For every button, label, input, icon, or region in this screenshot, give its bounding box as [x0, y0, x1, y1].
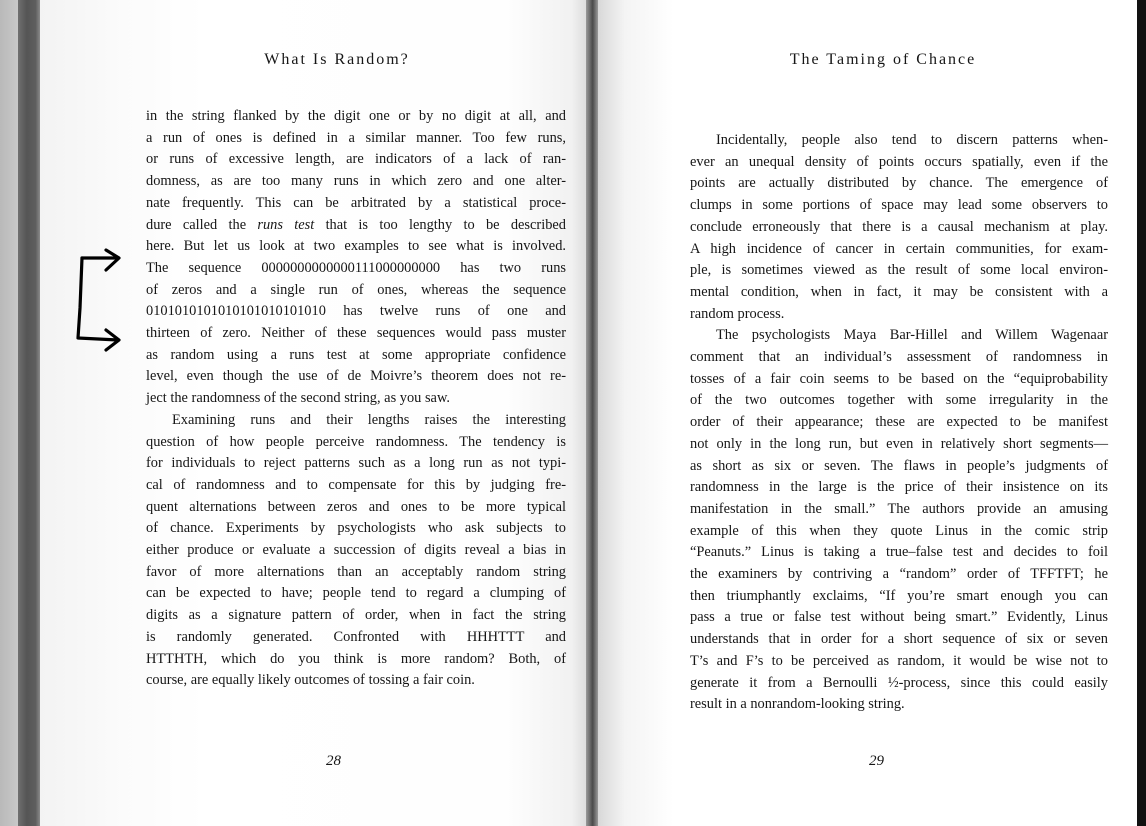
- text-line: as random using a runs test at some appropriate confidence: [146, 346, 566, 363]
- text-line: as short as six or seven. The flaws in people’s judgments of: [690, 457, 1108, 474]
- text-line: thirteen of zero. Neither of these sequences would pass muster: [146, 325, 566, 342]
- left-page: [40, 0, 588, 826]
- scan-border-right: [1137, 0, 1146, 826]
- text-line: a run of ones is defined in a similar manner. Too few runs,: [146, 129, 566, 146]
- text-line: then triumphantly exclaims, “If you’re smart enough you can: [690, 587, 1108, 604]
- text-line: random process.: [690, 305, 785, 322]
- text-line: manifestation in the small.” The authors provide an amusing: [690, 500, 1108, 517]
- text-line: points are actually distributed by chance. The emergence of: [690, 175, 1108, 192]
- text-line: not only in the long run, but even in relatively short segments—: [690, 435, 1108, 452]
- right-page-body: [690, 130, 1108, 716]
- text-line: cal of randomness and to compensate for this by judging fre-: [146, 476, 566, 493]
- running-head-right: The Taming of Chance: [789, 51, 977, 68]
- text-fragment: that is too lengthy to be described: [325, 216, 566, 233]
- text-line: domness, as are too many runs in which zero and one alter-: [146, 173, 566, 190]
- page-number-left: 28: [326, 753, 341, 769]
- text-line: favor of more alternations than an acceptably random string: [146, 563, 566, 580]
- text-line: digits as a signature pattern of order, when in fact the string: [146, 607, 566, 624]
- text-line: of zeros and a single run of ones, whereas the sequence: [146, 281, 566, 298]
- text-line: comment that an individual’s assessment of randomness in: [690, 349, 1108, 366]
- text-line: question of how people perceive randomness. The tendency is: [146, 433, 566, 450]
- text-line-with-italic: [146, 215, 566, 237]
- text-fragment: dure called the: [146, 216, 247, 233]
- left-page-body: [146, 106, 566, 692]
- text-line: Examining runs and their lengths raises the interesting: [172, 411, 566, 428]
- text-line: in the string flanked by the digit one or by no digit at all, and: [146, 108, 566, 124]
- text-line: course, are equally likely outcomes of tossing a fair coin.: [146, 672, 475, 689]
- text-line: tosses of a fair coin seems to be based on the “equiprobability: [690, 370, 1108, 387]
- text-line: understands that in order for a short sequence of six or seven: [690, 631, 1108, 648]
- text-line: T’s and F’s to be perceived as random, it would be wise not to: [690, 652, 1108, 669]
- text-line: for individuals to reject patterns such as a long run as not typi-: [146, 455, 566, 472]
- book-edge-left: [0, 0, 18, 826]
- text-line: The psychologists Maya Bar-Hillel and Willem Wagenaar: [716, 327, 1108, 344]
- text-line: conclude erroneously that there is a causal mechanism at play.: [690, 218, 1108, 235]
- text-line: ple, is sometimes viewed as the result of some local environ-: [690, 262, 1108, 279]
- text-line: pass a true or false test without being smart.” Evidently, Linus: [690, 609, 1108, 626]
- text-line: mental condition, when in fact, it may be consistent with a: [690, 283, 1108, 300]
- text-line: 0101010101010101010101010 has twelve runs of one and: [146, 303, 566, 320]
- text-line: clumps in some portions of space may lead some observers to: [690, 197, 1108, 214]
- text-line: order of their appearance; these are expected to be manifest: [690, 414, 1108, 431]
- italic-term-runs-test: runs test: [257, 216, 315, 233]
- text-line: of chance. Experiments by psychologists who ask subjects to: [146, 520, 566, 537]
- right-page: [598, 0, 1137, 826]
- text-line: A high incidence of cancer in certain communities, for exam-: [690, 240, 1108, 257]
- text-line: The sequence 0000000000000111000000000 has two runs: [146, 259, 566, 276]
- text-line: is randomly generated. Confronted with HHHTTT and: [146, 628, 566, 645]
- text-line: ever an unequal density of points occurs spatially, even if the: [690, 153, 1108, 170]
- text-line: nate frequently. This can be arbitrated by a statistical proce-: [146, 194, 566, 211]
- text-line: the examiners by contriving a “random” order of TFFTFT; he: [690, 566, 1108, 583]
- text-line: Incidentally, people also tend to discern patterns when-: [716, 132, 1108, 148]
- text-line: level, even though the use of de Moivre’s theorem does not re-: [146, 368, 566, 385]
- text-line: “Peanuts.” Linus is taking a true–false test and decides to foil: [690, 544, 1108, 561]
- text-line: of the two outcomes together with some irregularity in the: [690, 392, 1108, 409]
- running-head-left: What Is Random?: [264, 51, 410, 68]
- text-line: example of this when they quote Linus in the comic strip: [690, 522, 1108, 539]
- text-line: here. But let us look at two examples to see what is involved.: [146, 238, 566, 255]
- text-line: quent alternations between zeros and ones to be more typical: [146, 498, 566, 515]
- page-number-right: 29: [869, 753, 884, 769]
- hand-drawn-bracket-arrow-icon: [70, 248, 130, 358]
- book-spine-gutter: [586, 0, 598, 826]
- text-line: HTTHTH, which do you think is more random? Both, of: [146, 650, 566, 667]
- book-cover-edge: [18, 0, 40, 826]
- text-line: or runs of excessive length, are indicators of a lack of ran-: [146, 151, 566, 168]
- text-line: ject the randomness of the second string, as you saw.: [146, 390, 450, 407]
- text-line: either produce or evaluate a succession of digits reveal a bias in: [146, 542, 566, 559]
- text-line: result in a nonrandom-looking string.: [690, 696, 905, 713]
- text-line: can be expected to have; people tend to regard a clumping of: [146, 585, 566, 602]
- text-line: generate it from a Bernoulli ½-process, since this could easily: [690, 674, 1108, 691]
- text-line: randomness in the large is the price of their insistence on its: [690, 479, 1108, 496]
